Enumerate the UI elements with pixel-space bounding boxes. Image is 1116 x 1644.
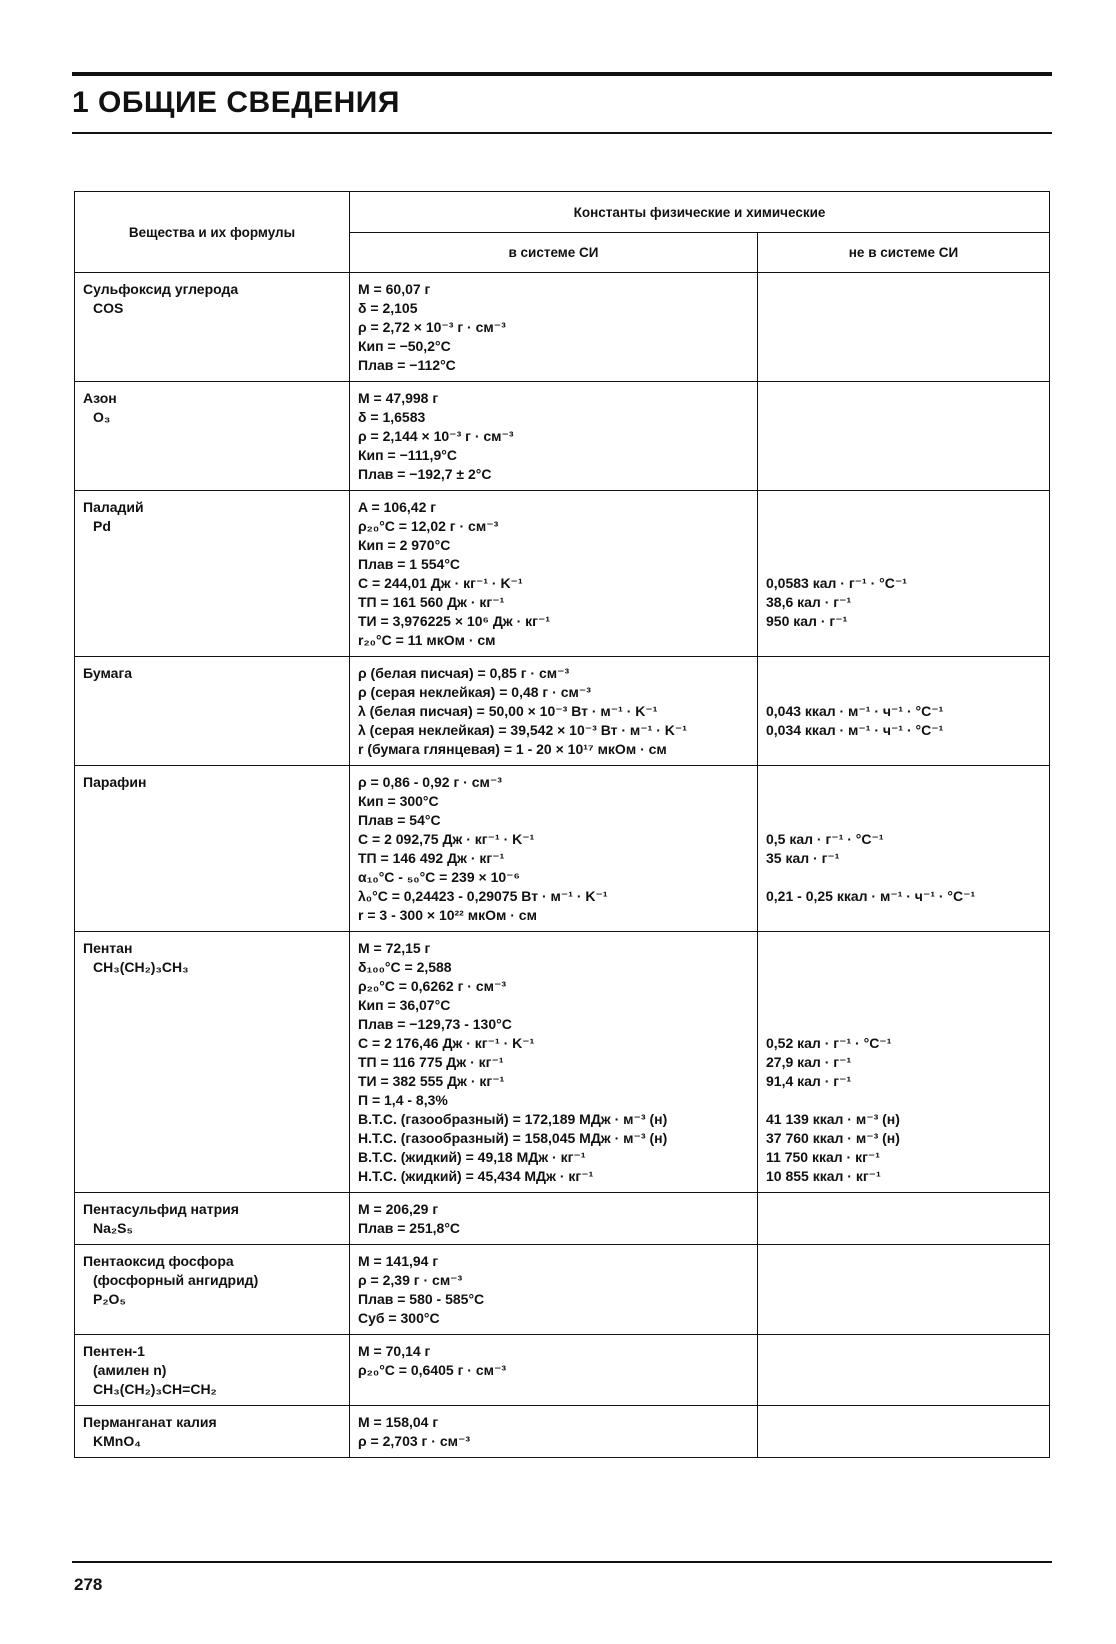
substance-name: Азон [83,390,117,406]
si-constants-cell [350,382,758,491]
si-constant: ТИ = 3,976225 × 10⁶ Дж · кг⁻¹ [358,613,551,629]
si-constant: M = 60,07 г [358,281,431,297]
non-si-constant: 11 750 ккал · кг⁻¹ [766,1149,880,1165]
si-constant: λ (белая писчая) = 50,00 × 10⁻³ Вт · м⁻¹ · K⁻¹ [358,703,658,719]
substance-name: Пентаоксид фосфора [83,1253,234,1269]
substance-cell [75,1193,350,1245]
si-constant: ρ = 0,86 - 0,92 г · см⁻³ [358,774,502,790]
non-si-constant [766,811,1041,830]
si-constant: В.Т.С. (жидкий) = 49,18 МДж · кг⁻¹ [358,1149,586,1165]
substance-cell [75,657,350,766]
non-si-constant: 27,9 кал · г⁻¹ [766,1054,852,1070]
substance-formula: COS [93,300,124,316]
header-constants: Константы физические и химические [350,192,1050,233]
non-si-constant: 41 139 ккал · м⁻³ (н) [766,1111,900,1127]
non-si-constants-cell [758,273,1050,382]
non-si-constant: 0,52 кал · г⁻¹ · °C⁻¹ [766,1035,892,1051]
si-constant: ρ = 2,703 г · см⁻³ [358,1433,471,1449]
non-si-constant [766,996,1041,1015]
non-si-constant [766,939,1041,958]
non-si-constants-cell [758,657,1050,766]
substance-cell [75,382,350,491]
non-si-constant: 37 760 ккал · м⁻³ (н) [766,1130,900,1146]
non-si-constants-cell [758,1245,1050,1335]
si-constant: δ = 2,105 [358,300,418,316]
non-si-constant: 91,4 кал · г⁻¹ [766,1073,852,1089]
si-constant: Плав = 54°C [358,812,441,828]
si-constant: Кип = −50,2°C [358,338,451,354]
table-row [75,382,1050,491]
substance-cell [75,1335,350,1406]
si-constant: ρ (серая неклейкая) = 0,48 г · см⁻³ [358,684,591,700]
table-row [75,1406,1050,1458]
non-si-constant [766,683,1041,702]
non-si-constant: 10 855 ккал · кг⁻¹ [766,1168,881,1184]
substance-cell [75,491,350,657]
si-constant: В.Т.С. (газообразный) = 172,189 МДж · м⁻³ (н) [358,1111,668,1127]
table-row [75,766,1050,932]
non-si-constant [766,498,1041,517]
table-row [75,1245,1050,1335]
non-si-constant: 0,034 ккал · м⁻¹ · ч⁻¹ · °C⁻¹ [766,722,944,738]
si-constant: M = 47,998 г [358,390,439,406]
si-constant: r (бумага глянцевая) = 1 - 20 × 10¹⁷ мкОм · см [358,741,667,757]
si-constant: Кип = −111,9°C [358,447,457,463]
non-si-constant: 0,0583 кал · г⁻¹ · °C⁻¹ [766,575,907,591]
non-si-constant: 0,043 ккал · м⁻¹ · ч⁻¹ · °C⁻¹ [766,703,944,719]
substance-formula: (амилен n) [93,1362,167,1378]
si-constant: Н.Т.С. (жидкий) = 45,434 МДж · кг⁻¹ [358,1168,594,1184]
non-si-constant [766,773,1041,792]
non-si-constants-cell [758,1193,1050,1245]
substance-name: Перманганат калия [83,1414,217,1430]
si-constant: A = 106,42 г [358,499,437,515]
substance-name: Парафин [83,774,147,790]
non-si-constant [766,1091,1041,1110]
non-si-constants-cell [758,1335,1050,1406]
si-constant: λ₀°C = 0,24423 - 0,29075 Вт · м⁻¹ · K⁻¹ [358,888,608,904]
table-row [75,273,1050,382]
non-si-constant [766,958,1041,977]
si-constant: Плав = −112°C [358,357,456,373]
si-constant: ρ = 2,144 × 10⁻³ г · см⁻³ [358,428,514,444]
substance-formula: KMnO₄ [93,1433,141,1449]
si-constant: C = 2 176,46 Дж · кг⁻¹ · K⁻¹ [358,1035,535,1051]
si-constant: ТИ = 382 555 Дж · кг⁻¹ [358,1073,505,1089]
si-constants-cell [350,1193,758,1245]
substance-formula: Na₂S₅ [93,1220,133,1236]
si-constant: ρ (белая писчая) = 0,85 г · см⁻³ [358,665,570,681]
si-constant: λ (серая неклейкая) = 39,542 × 10⁻³ Вт · м⁻¹ · K⁻¹ [358,722,687,738]
si-constant: r₂₀°C = 11 мкОм · см [358,632,496,648]
si-constant: δ₁₀₀°C = 2,588 [358,959,452,975]
si-constant: ТП = 116 775 Дж · кг⁻¹ [358,1054,504,1070]
header-si: в системе СИ [350,233,758,273]
si-constants-cell [350,1335,758,1406]
si-constant: ρ₂₀°C = 12,02 г · см⁻³ [358,518,499,534]
table-row [75,1193,1050,1245]
si-constant: M = 141,94 г [358,1253,439,1269]
si-constant: Суб = 300°C [358,1310,440,1326]
page-number: 278 [74,1575,103,1594]
si-constant: M = 206,29 г [358,1201,439,1217]
header-non-si: не в системе СИ [758,233,1050,273]
si-constant: Кип = 2 970°C [358,537,451,553]
substance-cell [75,766,350,932]
si-constant: δ = 1,6583 [358,409,426,425]
table-row [75,657,1050,766]
si-constant: ρ₂₀°C = 0,6262 г · см⁻³ [358,978,507,994]
si-constant: Плав = −192,7 ± 2°C [358,466,492,482]
non-si-constant: 950 кал · г⁻¹ [766,613,848,629]
si-constant: α₁₀°C - ₅₀°C = 239 × 10⁻⁶ [358,869,520,885]
non-si-constant: 35 кал · г⁻¹ [766,850,840,866]
non-si-constant: 0,21 - 0,25 ккал · м⁻¹ · ч⁻¹ · °C⁻¹ [766,888,976,904]
si-constants-cell [350,1245,758,1335]
si-constants-cell [350,657,758,766]
si-constant: ρ₂₀°C = 0,6405 г · см⁻³ [358,1362,507,1378]
si-constant: П = 1,4 - 8,3% [358,1092,448,1108]
si-constant: Н.Т.С. (газообразный) = 158,045 МДж · м⁻³ (н) [358,1130,668,1146]
substance-name: Пентен-1 [83,1343,145,1359]
si-constant: M = 70,14 г [358,1343,431,1359]
si-constant: Плав = −129,73 - 130°C [358,1016,512,1032]
non-si-constant: 38,6 кал · г⁻¹ [766,594,852,610]
si-constant: M = 158,04 г [358,1414,439,1430]
si-constant: Плав = 251,8°C [358,1220,461,1236]
non-si-constant [766,555,1041,574]
substance-formula: (фосфорный ангидрид) [93,1272,259,1288]
table-row [75,1335,1050,1406]
si-constant: Кип = 300°C [358,793,439,809]
non-si-constant [766,792,1041,811]
si-constant: Кип = 36,07°C [358,997,451,1013]
si-constant: ТП = 146 492 Дж · кг⁻¹ [358,850,505,866]
non-si-constant [766,664,1041,683]
title-underline [72,132,1052,134]
substance-formula: CH₃(CH₂)₃CH₃ [93,959,189,975]
non-si-constant [766,977,1041,996]
substance-name: Паладий [83,499,144,515]
bottom-rule [72,1561,1052,1563]
si-constant: M = 72,15 г [358,940,431,956]
non-si-constants-cell [758,932,1050,1193]
si-constants-cell [350,491,758,657]
substance-name: Пентан [83,940,133,956]
non-si-constant [766,1015,1041,1034]
substance-cell [75,1245,350,1335]
non-si-constant [766,536,1041,555]
non-si-constants-cell [758,491,1050,657]
constants-table [74,191,1050,1458]
si-constant: C = 2 092,75 Дж · кг⁻¹ · K⁻¹ [358,831,535,847]
substance-formula: Pd [93,518,111,534]
si-constant: Плав = 1 554°C [358,556,461,572]
top-rule [72,72,1052,76]
non-si-constants-cell [758,382,1050,491]
si-constants-cell [350,766,758,932]
substance-formula: P₂O₅ [93,1291,126,1307]
substance-name: Пентасульфид натрия [83,1201,239,1217]
si-constant: Плав = 580 - 585°C [358,1291,485,1307]
header-substances: Вещества и их формулы [75,192,350,273]
substance-name: Сульфоксид углерода [83,281,239,297]
si-constant: C = 244,01 Дж · кг⁻¹ · K⁻¹ [358,575,523,591]
substance-formula: O₃ [93,409,111,425]
non-si-constant: 0,5 кал · г⁻¹ · °C⁻¹ [766,831,884,847]
si-constant: ρ = 2,72 × 10⁻³ г · см⁻³ [358,319,506,335]
substance-formula: CH₃(CH₂)₃CH=CH₂ [93,1381,217,1397]
substance-cell [75,1406,350,1458]
si-constant: r = 3 - 300 × 10²² мкОм · см [358,907,537,923]
si-constant: ТП = 161 560 Дж · кг⁻¹ [358,594,505,610]
table-row [75,932,1050,1193]
si-constants-cell [350,1406,758,1458]
non-si-constant [766,868,1041,887]
non-si-constant [766,517,1041,536]
non-si-constants-cell [758,766,1050,932]
substance-cell [75,273,350,382]
non-si-constants-cell [758,1406,1050,1458]
si-constant: ρ = 2,39 г · см⁻³ [358,1272,463,1288]
substance-cell [75,932,350,1193]
si-constants-cell [350,932,758,1193]
chapter-title: 1 ОБЩИЕ СВЕДЕНИЯ [72,86,400,119]
substance-name: Бумага [83,665,133,681]
si-constants-cell [350,273,758,382]
table-row [75,491,1050,657]
